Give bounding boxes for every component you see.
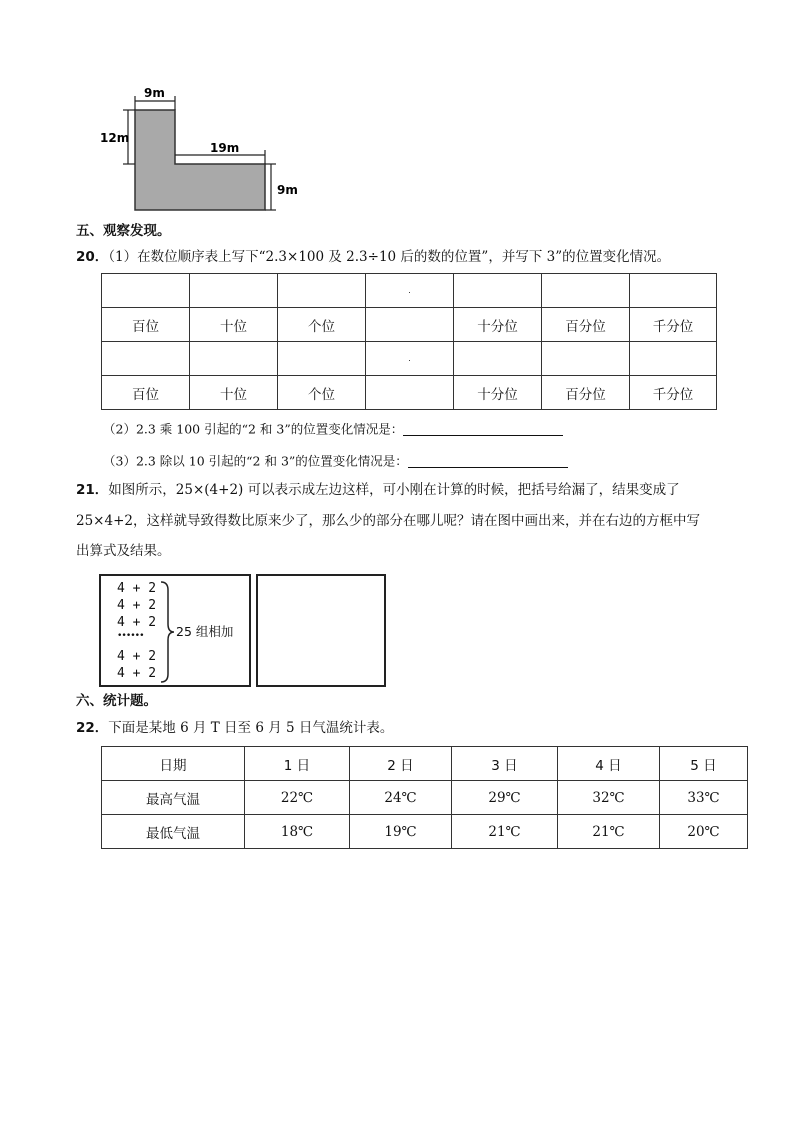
temp-header-row	[102, 747, 748, 781]
decimal-point-cell	[366, 274, 454, 308]
q22-line	[76, 722, 393, 736]
table-row	[102, 342, 717, 376]
decimal-point: .	[408, 354, 411, 363]
q21-line3: 出算式及结果。	[76, 543, 171, 559]
label-cell: 个位	[278, 376, 366, 410]
table-cell[interactable]	[542, 274, 630, 308]
l-shape-figure	[100, 82, 300, 217]
q20-line	[76, 251, 670, 265]
q22-number: 22．	[76, 720, 109, 736]
sum-row: 4 + 2	[117, 615, 157, 630]
table-row	[102, 308, 717, 342]
answer-box[interactable]	[256, 574, 386, 687]
label-cell	[366, 308, 454, 342]
q20-number: 20．	[76, 249, 109, 265]
table-row	[102, 781, 748, 815]
q22-text: 下面是某地 6 月 T 日至 6 月 5 日气温统计表。	[108, 720, 394, 736]
table-cell[interactable]	[454, 342, 542, 376]
l-shape-area	[135, 110, 265, 210]
q20-part3: （3）2.3 除以 10 引起的“2 和 3”的位置变化情况是：	[103, 453, 408, 469]
place-value-table	[101, 273, 717, 410]
sum-row: 4 + 2	[117, 581, 157, 596]
table-row	[102, 376, 717, 410]
q20-part2-line	[103, 423, 563, 436]
temp-cell: 18℃	[245, 815, 350, 849]
table-row	[102, 815, 748, 849]
table-cell[interactable]	[102, 342, 190, 376]
decimal-point: .	[408, 286, 411, 295]
dim-step: 19m	[210, 141, 240, 155]
table-row	[102, 274, 717, 308]
label-cell: 千分位	[630, 308, 717, 342]
header-cell: 2 日	[350, 747, 452, 781]
label-cell: 十分位	[454, 376, 542, 410]
sum-diagram-box	[99, 574, 251, 687]
temp-cell: 20℃	[660, 815, 748, 849]
q20-part3-line	[103, 455, 568, 468]
label-cell: 百分位	[542, 308, 630, 342]
table-cell[interactable]	[454, 274, 542, 308]
row-label: 最高气温	[102, 781, 245, 815]
dim-right: 9m	[277, 183, 298, 197]
header-cell: 1 日	[245, 747, 350, 781]
label-cell: 个位	[278, 308, 366, 342]
q20-part1: （1）在数位顺序表上写下“2.3×100 及 2.3÷10 后的数的位置”，并写下 3”的位置变化情况。	[108, 249, 671, 265]
answer-blank-2[interactable]	[403, 423, 563, 436]
q21-line2: 25×4+2，这样就导致得数比原来少了，那么少的部分在哪儿呢？请在图中画出来，并在右边的方框中写	[76, 513, 700, 529]
sum-row: 4 + 2	[117, 598, 157, 613]
q20-part2: （2）2.3 乘 100 引起的“2 和 3”的位置变化情况是：	[103, 421, 404, 437]
table-cell[interactable]	[190, 274, 278, 308]
table-cell[interactable]	[542, 342, 630, 376]
sum-row: 4 + 2	[117, 649, 157, 664]
table-cell[interactable]	[630, 342, 717, 376]
temp-cell: 21℃	[558, 815, 660, 849]
answer-blank-3[interactable]	[408, 455, 568, 468]
label-cell: 千分位	[630, 376, 717, 410]
temperature-table	[101, 746, 748, 849]
label-cell: 十分位	[454, 308, 542, 342]
label-cell: 百位	[102, 376, 190, 410]
row-label: 最低气温	[102, 815, 245, 849]
temp-cell: 19℃	[350, 815, 452, 849]
sum-row: 4 + 2	[117, 666, 157, 681]
dim-top: 9m	[144, 86, 165, 100]
table-cell[interactable]	[630, 274, 717, 308]
temp-cell: 33℃	[660, 781, 748, 815]
dim-left: 12m	[100, 131, 130, 145]
header-cell: 4 日	[558, 747, 660, 781]
decimal-point-cell	[366, 342, 454, 376]
header-cell: 5 日	[660, 747, 748, 781]
q21-text1: 如图所示，25×(4+2) 可以表示成左边这样，可小刚在计算的时候，把括号给漏了，结果变成了	[108, 482, 680, 498]
section6-heading: 六、统计题。	[76, 693, 157, 709]
curly-brace-icon	[159, 580, 175, 684]
temp-cell: 29℃	[452, 781, 558, 815]
table-cell[interactable]	[190, 342, 278, 376]
temp-cell: 21℃	[452, 815, 558, 849]
table-cell[interactable]	[102, 274, 190, 308]
brace-label: 25 组相加	[176, 624, 234, 639]
label-cell: 十位	[190, 308, 278, 342]
temp-cell: 32℃	[558, 781, 660, 815]
q21-line1	[76, 484, 680, 498]
table-cell[interactable]	[278, 342, 366, 376]
q21-number: 21．	[76, 482, 109, 498]
label-cell: 十位	[190, 376, 278, 410]
label-cell	[366, 376, 454, 410]
header-cell: 日期	[102, 747, 245, 781]
table-cell[interactable]	[278, 274, 366, 308]
temp-cell: 22℃	[245, 781, 350, 815]
label-cell: 百位	[102, 308, 190, 342]
sum-ellipsis: ••••••	[117, 631, 144, 641]
section5-heading: 五、观察发现。	[76, 223, 171, 239]
label-cell: 百分位	[542, 376, 630, 410]
header-cell: 3 日	[452, 747, 558, 781]
temp-cell: 24℃	[350, 781, 452, 815]
